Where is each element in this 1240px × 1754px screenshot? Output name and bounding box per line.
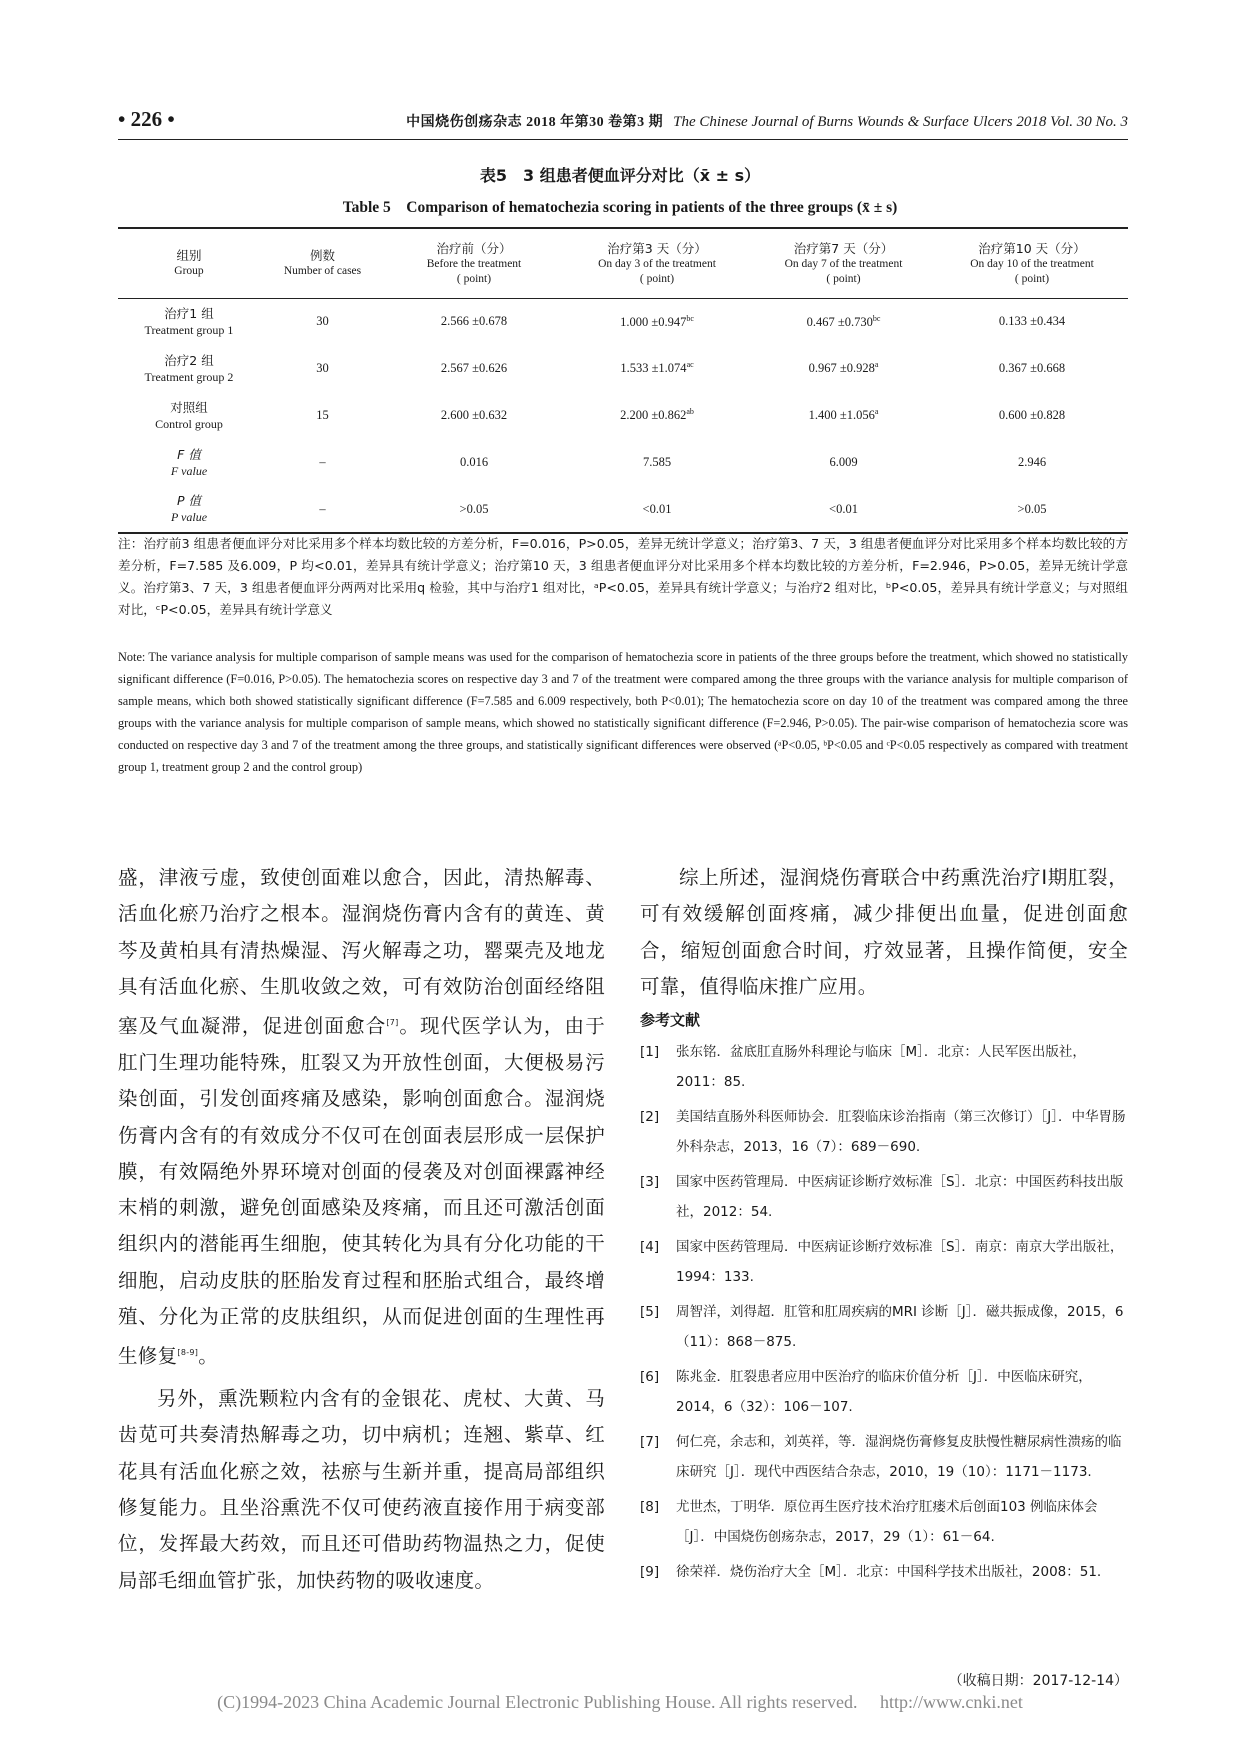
group-name-en: Treatment group 1 (144, 322, 234, 337)
body-paragraph: 盛，津液亏虚，致使创面难以愈合，因此，清热解毒、活血化瘀乃治疗之根本。湿润烧伤膏内含有的黄连、黄芩及黄柏具有清热燥湿、泻火解毒之功，罂粟壳及地龙具有活血化瘀、生肌收敛之效，可有效防治创面经络阻塞及气血凝滞，促进创面愈合[7]。现代医学认为，由于肛门生理功能特殊，肛裂又为开放性创面，大便极易污染创面，引发创面疼痛及感染，影响创面愈合。湿润烧伤膏内含有的有效成分不仅可在创面表层形成一层保护膜，有效隔绝外界环境对创面的侵袭及对创面裸露神经末梢的刺激，避免创面感染及疼痛，而且还可激活创面组织内的潜能再生细胞，使其转化为具有分化功能的干细胞，启动皮肤的胚胎发育过程和胚胎式组合，最终增殖、分化为正常的皮肤组织，从而促进创面的生理性再生修复[8-9]。 (118, 866, 605, 1368)
journal-title-cn: 中国烧伤创疡杂志 2018 年第30 卷第3 期 (406, 115, 664, 130)
reference-item: [9] 徐荣祥．烧伤治疗大全［M］．北京：中国科学技术出版社，2008：51. (640, 1564, 1102, 1581)
day3-cell: 2.200 ±0.862$^{ab}$ (620, 407, 694, 423)
table-row (118, 439, 1128, 486)
reference-item: [1] 张东铭．盆底肛直肠外科理论与临床［M］．北京：人民军医出版社，2011：85. (640, 1044, 1086, 1091)
day10-cell: 0.367 ±0.668 (998, 361, 1066, 375)
body-right-column (640, 860, 1128, 1689)
reference-item: [2] 美国结直肠外科医师协会．肛裂临床诊治指南（第三次修订）［J］．中华胃肠外科杂志，2013，16（7）：689－690. (640, 1109, 1126, 1156)
stat-name-cn: F 值 (177, 446, 201, 462)
cases-cell: 30 (316, 314, 329, 329)
cases-cell: 15 (316, 408, 329, 422)
day10-cell: 2.946 (1017, 455, 1047, 469)
reference-item: [5] 周智洋，刘得超．肛管和肛周疾病的MRI 诊断［J］．磁共振成像，2015，6（11）：868－875. (640, 1304, 1124, 1351)
page-number: • 226 • (118, 107, 175, 131)
stat-name-cn: P 值 (176, 493, 201, 508)
day10-cell: 0.133 ±0.434 (998, 314, 1066, 329)
before-cell: >0.05 (385, 486, 563, 533)
col-header-group: 组别 Group (118, 228, 260, 298)
journal-running-title (406, 111, 1128, 131)
hematochezia-table (118, 227, 1128, 534)
before-cell: 2.600 ±0.632 (440, 408, 508, 422)
day7-cell: 6.009 (829, 455, 858, 469)
day10-cell: >0.05 (936, 486, 1128, 533)
day3-cell: 1.000 ±0.947$^{bc}$ (620, 313, 694, 329)
group-name-cn: 对照组 (170, 399, 208, 415)
reference-item: [7] 何仁亮，余志和，刘英祥，等．湿润烧伤膏修复皮肤慢性糖尿病性溃疡的临床研究［J］．现代中西医结合杂志，2010，19（10）：1171－1173. (640, 1434, 1122, 1481)
col-header-day3: 治疗第3 天（分） On day 3 of the treatment ( point) (563, 228, 751, 298)
day3-cell: 7.585 (642, 455, 672, 469)
day3-cell: <0.01 (563, 486, 751, 533)
received-date: （收稿日期：2017-12-14） (948, 1673, 1128, 1689)
cases-cell: – (260, 486, 385, 533)
before-cell: 0.016 (459, 455, 489, 469)
day7-cell: <0.01 (751, 486, 936, 533)
running-header (118, 105, 1128, 140)
citation: [8-9] (177, 1348, 199, 1358)
col-header-day7: 治疗第7 天（分） On day 7 of the treatment ( point) (751, 228, 936, 298)
reference-item: [8] 尤世杰，丁明华．原位再生医疗技术治疗肛瘘术后创面103 例临床体会［J］．中国烧伤创疡杂志，2017，29（1）：61－64. (640, 1499, 1098, 1546)
col-header-before: 治疗前（分） Before the treatment ( point) (385, 228, 563, 298)
table-note-cn: 注：治疗前3 组患者便血评分对比采用多个样本均数比较的方差分析，F=0.016，P>0.05，差异无统计学意义；治疗第3、7 天，3 组患者便血评分对比采用多个样本均数比较的方差分析，F=7.585 及6.009，P 均<0.01，差异具有统计学意义；治疗第10 天，3 组患者便血评分对比采用多个样本均数比较的方差分析，F=2.946，P>0.05，差异无统计学意义。治疗第3、7 天，3 组患者便血评分两两对比采用q 检验，其中与治疗1 组对比，ᵃP<0.05，差异具有统计学意义；与治疗2 组对比，ᵇP<0.05，差异具有统计学意义；与对照组对比，ᶜP<0.05，差异具有统计学意义 (118, 536, 1128, 617)
stat-name-en: F value (170, 463, 208, 478)
stat-name-en: P value (170, 510, 208, 524)
reference-item: [3] 国家中医药管理局．中医病证诊断疗效标准［S］．北京：中国医药科技出版社，2012：54. (640, 1174, 1124, 1221)
journal-title-en: The Chinese Journal of Burns Wounds & Surface Ulcers 2018 Vol. 30 No. 3 (673, 114, 1128, 130)
references-heading: 参考文献 (640, 1011, 701, 1030)
col-header-cases: 例数 Number of cases (260, 228, 385, 298)
copyright-footer: (C)1994-2023 China Academic Journal Electronic Publishing House. All rights reserved. http://www.cnki.net (217, 1692, 1023, 1712)
table-title-cn: 表5 3 组患者便血评分对比（x̄ ± s） (479, 166, 761, 185)
before-cell: 2.566 ±0.678 (440, 314, 508, 329)
table-row (118, 345, 1128, 392)
table-row (118, 298, 1128, 345)
cases-cell: – (319, 455, 326, 469)
conclusion-paragraph: 综上所述，湿润烧伤膏联合中药熏洗治疗Ⅰ期肛裂，可有效缓解创面疼痛，减少排便出血量，促进创面愈合，缩短创面愈合时间，疗效显著，且操作简便，安全可靠，值得临床推广应用。 (640, 866, 1128, 998)
before-cell: 2.567 ±0.626 (440, 361, 508, 375)
body-left-column (118, 860, 605, 1599)
day7-cell: 0.967 ±0.928$^a$ (808, 360, 879, 376)
day10-cell: 0.600 ±0.828 (998, 408, 1066, 422)
reference-item: [6] 陈兆金．肛裂患者应用中医治疗的临床价值分析［J］．中医临床研究，2014，6（32）：106－107. (640, 1369, 1092, 1416)
group-name-cn: 治疗1 组 (164, 305, 214, 321)
reference-item: [4] 国家中医药管理局．中医病证诊断疗效标准［S］．南京：南京大学出版社，1994：133. (640, 1239, 1124, 1286)
citation: [7] (386, 1018, 399, 1028)
body-paragraph: 另外，熏洗颗粒内含有的金银花、虎杖、大黄、马齿苋可共奏清热解毒之功，切中病机；连翘、紫草、红花具有活血化瘀之效，祛瘀与生新并重，提高局部组织修复能力。且坐浴熏洗不仅可使药液直接作用于病变部位，发挥最大药效，而且还可借助药物温热之力，促使局部毛细血管扩张，加快药物的吸收速度。 (118, 1387, 605, 1592)
reference-list (640, 1037, 1128, 1587)
col-header-day10: 治疗第10 天（分） On day 10 of the treatment ( point) (936, 228, 1128, 298)
table-header-row (118, 228, 1128, 298)
group-name-en: Control group (155, 416, 223, 431)
cases-cell: 30 (316, 361, 329, 375)
table-row (118, 486, 1128, 533)
day7-cell: 1.400 ±1.056$^a$ (808, 407, 879, 423)
table-row (118, 392, 1128, 439)
table-note-en: Note: The variance analysis for multiple comparison of sample means was used for the comparison of hematochezia score in patients of the three groups before the treatment, which showed no statistically significant difference (F=0.016, P>0.05). The hematochezia scores on respective day 3 and 7 of the treatment were compared among the three groups with the variance analysis for multiple comparison of sample means, which both showed statistically significant difference (F=7.585 and 6.009 respectively, both P<0.01); The hematochezia score on day 10 of the treatment was compared among the three groups with the variance analysis for multiple comparison of sample means, which showed no statistically significant difference (F=2.946, P>0.05). The pair-wise comparison of hematochezia score was conducted on respective day 3 and 7 of the treatment among the three groups, and statistically significant differences were observed (ᵃP<0.05, ᵇP<0.05 and ᶜP<0.05 respectively as compared with treatment group 1, treatment group 2 and the control group) (118, 650, 1128, 774)
table-title-en: Table 5 Comparison of hematochezia scoring in patients of the three groups (x̄ ± s) (342, 199, 898, 216)
group-name-en: Treatment group 2 (144, 369, 234, 384)
group-name-cn: 治疗2 组 (164, 352, 214, 368)
day7-cell: 0.467 ±0.730$^{bc}$ (806, 313, 881, 329)
day3-cell: 1.533 ±1.074$^{ac}$ (620, 360, 694, 376)
